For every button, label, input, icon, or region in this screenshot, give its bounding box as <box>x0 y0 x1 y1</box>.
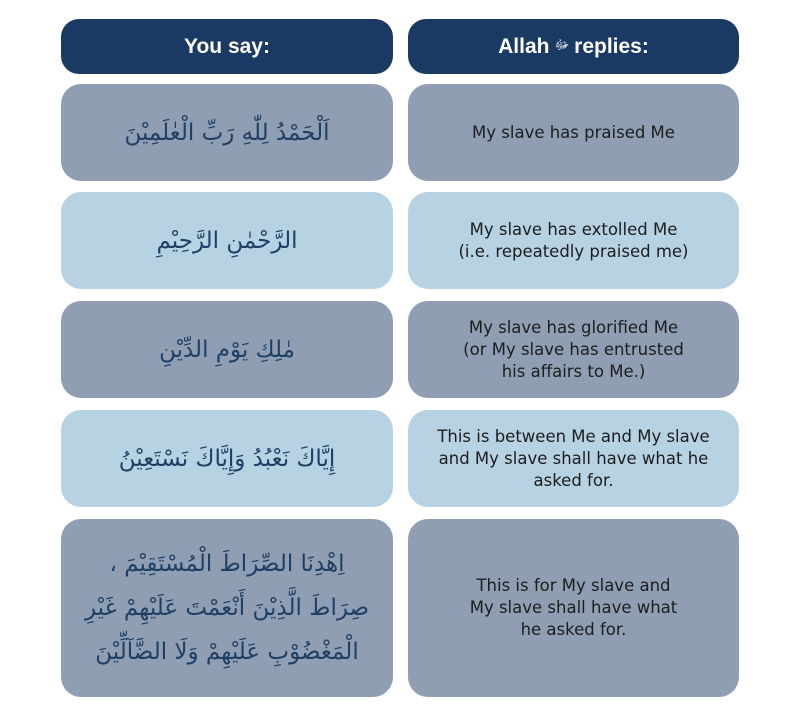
header-replies-label: replies: <box>574 34 649 58</box>
row-1-reply-text: My slave has praised Me <box>472 122 675 142</box>
row-3-reply-card <box>408 301 739 398</box>
row-2-reply-card <box>408 192 739 289</box>
row-3-reply-text: My slave has glorified Me (or My slave has entrusted his affairs to Me.) <box>463 317 684 381</box>
header-allah-replies <box>408 19 739 74</box>
row-5-reply-card <box>408 519 739 697</box>
row-4-arabic-card <box>61 410 393 507</box>
header-you-say-label: You say: <box>184 34 270 58</box>
row-3-arabic-text: مٰلِكِ يَوْمِ الدِّيْنِ <box>159 336 295 363</box>
row-2-arabic-text: الرَّحْمٰنِ الرَّحِيْمِ <box>156 227 298 254</box>
row-5-reply-text: This is for My slave and My slave shall have what he asked for. <box>469 576 678 639</box>
header-allah-label: Allah <box>498 34 550 58</box>
row-1-reply-card <box>408 84 739 181</box>
row-2-arabic-card <box>61 192 393 289</box>
honorific-icon: ﷻ <box>554 38 570 53</box>
row-4-reply-card <box>408 410 739 507</box>
row-5-arabic-text: اِهْدِنَا الصِّرَاطَ الْمُسْتَقِيْمَ ، صِرَاطَ الَّذِيْنَ أَنْعَمْتَ عَلَيْهِمْ غَيْرِ الْمَغْضُوْبِ عَلَيْهِمْ وَلَا الضَّآلِّيْنَ <box>84 551 370 665</box>
row-1-arabic-card <box>61 84 393 181</box>
row-4-reply-text: This is between Me and My slave and My slave shall have what he asked for. <box>437 426 710 490</box>
header-you-say <box>61 19 393 74</box>
row-1-arabic-text: اَلْحَمْدُ لِلّٰهِ رَبِّ الْعٰلَمِيْنَ <box>124 119 330 146</box>
row-4-arabic-text: إِيَّاكَ نَعْبُدُ وَإِيَّاكَ نَسْتَعِيْنُ <box>118 445 336 472</box>
row-3-arabic-card <box>61 301 393 398</box>
row-5-arabic-card <box>61 519 393 697</box>
row-2-reply-text: My slave has extolled Me (i.e. repeatedly praised me) <box>458 219 689 261</box>
